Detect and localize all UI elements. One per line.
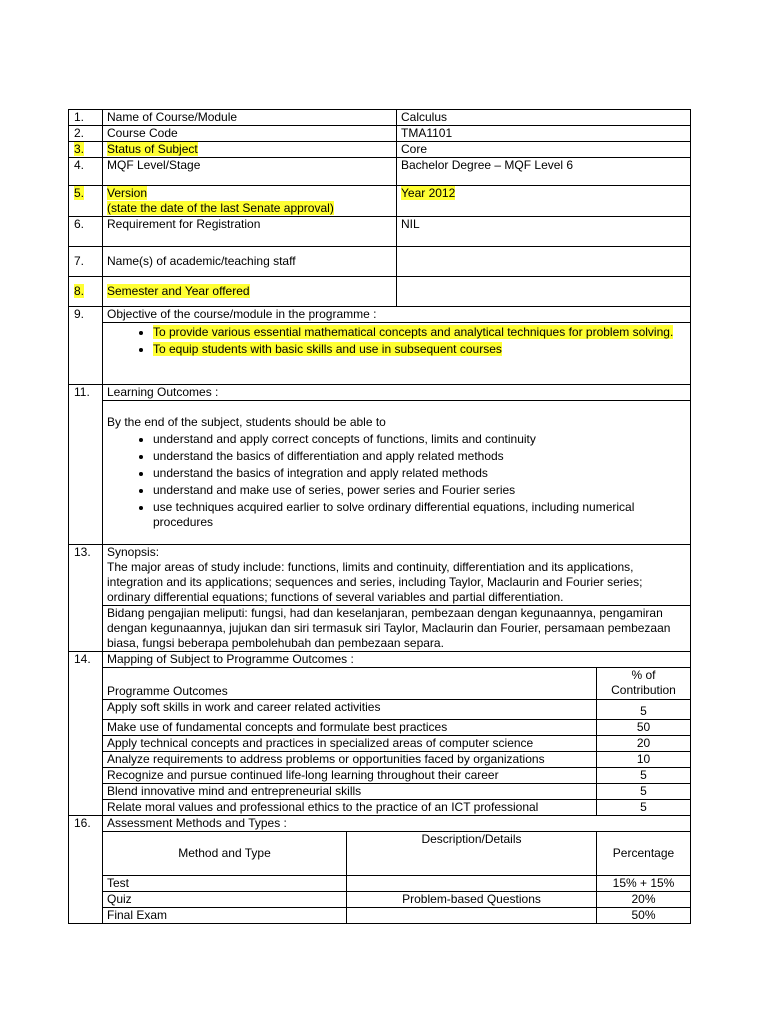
- list-item: • use techniques acquired earlier to solve ordinary differential equations, including numerical procedures: [153, 500, 686, 530]
- row-staff: [69, 247, 691, 277]
- list-item: • understand the basics of integration and apply related methods: [153, 466, 686, 481]
- synopsis-malay: Bidang pengajian meliputi: fungsi, had dan keselanjaran, pembezaan dengan kegunaannya, pengamiran dengan kegunaannya, jujukan dan siri termasuk siri Taylor, Maclaurin dan Fourier, persamaan pembezaan biasa, fungsi beberapa pembolehubah dan pembezaan separa.: [103, 606, 691, 652]
- row-requirement: [69, 217, 691, 247]
- learning-list: [107, 432, 686, 530]
- row-semester: [69, 277, 691, 307]
- column-header: % of Contribution: [597, 668, 691, 700]
- mapping-header-row: [69, 668, 691, 700]
- row-synopsis: [69, 545, 691, 606]
- field-label: Name of Course/Module: [103, 110, 397, 126]
- column-header: Programme Outcomes: [103, 668, 597, 700]
- objective-list: [107, 325, 686, 357]
- row-objective: [69, 307, 691, 323]
- row-course-code: [69, 126, 691, 142]
- list-item: • To equip students with basic skills and use in subsequent courses: [153, 342, 686, 357]
- row-number: 1.: [69, 110, 103, 126]
- row-version: [69, 186, 691, 217]
- row-number: 6.: [69, 217, 103, 247]
- row-number: 16.: [69, 816, 103, 924]
- table-row: Test 15% + 15%: [69, 876, 691, 892]
- row-mqf-level: [69, 158, 691, 186]
- row-number: 3.: [74, 142, 85, 156]
- table-row: Analyze requirements to address problems or opportunities faced by organizations 10: [69, 752, 691, 768]
- row-number: 2.: [69, 126, 103, 142]
- list-item: • understand and apply correct concepts of functions, limits and continuity: [153, 432, 686, 447]
- field-label: Requirement for Registration: [103, 217, 397, 247]
- field-label-note: (state the date of the last Senate approval): [107, 201, 334, 215]
- table-row: Relate moral values and professional ethics to the practice of an ICT professional 5: [69, 800, 691, 816]
- field-value: Core: [397, 142, 691, 158]
- field-value: NIL: [397, 217, 691, 247]
- column-header: Description/Details: [347, 832, 597, 876]
- row-number: 14.: [69, 652, 103, 816]
- field-label: Name(s) of academic/teaching staff: [103, 247, 397, 277]
- field-label: Version: [107, 186, 148, 200]
- section-heading: Assessment Methods and Types :: [103, 816, 691, 832]
- row-learning-outcomes: [69, 385, 691, 401]
- row-assessment: [69, 816, 691, 832]
- field-label: MQF Level/Stage: [103, 158, 397, 186]
- course-info-table: [68, 109, 691, 924]
- synopsis-english: The major areas of study include: functions, limits and continuity, differentiation and its applications, integration and its applications; sequences and series, including Taylor, Maclaurin and Fourier series; ordinary differential equations; functions of several variables and partial differentiation.: [107, 560, 643, 604]
- list-item: • understand the basics of differentiation and apply related methods: [153, 449, 686, 464]
- table-row: Apply soft skills in work and career related activities 5: [69, 700, 691, 720]
- table-row: Recognize and pursue continued life-long learning throughout their career 5: [69, 768, 691, 784]
- field-value: Bachelor Degree – MQF Level 6: [397, 158, 691, 186]
- assessment-header-row: [69, 832, 691, 876]
- row-status: [69, 142, 691, 158]
- row-number: 11.: [69, 385, 103, 401]
- row-objective-list: [69, 323, 691, 385]
- table-row: Make use of fundamental concepts and formulate best practices 50: [69, 720, 691, 736]
- row-synopsis-malay: [69, 606, 691, 652]
- field-value: Year 2012: [401, 186, 456, 200]
- field-value: [397, 277, 691, 307]
- section-heading: Mapping of Subject to Programme Outcomes :: [103, 652, 691, 668]
- field-label: Course Code: [103, 126, 397, 142]
- field-label: Semester and Year offered: [107, 284, 250, 298]
- field-label: Status of Subject: [107, 142, 198, 156]
- table-row: Apply technical concepts and practices in specialized areas of computer science 20: [69, 736, 691, 752]
- row-number: 4.: [69, 158, 103, 186]
- row-number: 8.: [74, 284, 85, 298]
- field-value: Calculus: [397, 110, 691, 126]
- table-row: Blend innovative mind and entrepreneurial skills 5: [69, 784, 691, 800]
- row-number: 5.: [74, 186, 85, 200]
- row-number: 13.: [69, 545, 103, 652]
- field-value: [397, 247, 691, 277]
- list-item: • understand and make use of series, power series and Fourier series: [153, 483, 686, 498]
- section-heading: Synopsis:: [107, 545, 160, 559]
- column-header: Method and Type: [103, 832, 347, 876]
- table-row: Final Exam 50%: [69, 908, 691, 924]
- row-number: 9.: [69, 307, 103, 323]
- row-course-name: [69, 110, 691, 126]
- learning-intro: By the end of the subject, students should be able to: [107, 415, 386, 429]
- row-number: 7.: [69, 247, 103, 277]
- column-header: Percentage: [597, 832, 691, 876]
- section-heading: Learning Outcomes :: [103, 385, 691, 401]
- field-value: TMA1101: [397, 126, 691, 142]
- row-learning-list: [69, 401, 691, 545]
- list-item: • To provide various essential mathematical concepts and analytical techniques for problem solving.: [153, 325, 686, 340]
- table-row: Quiz Problem-based Questions 20%: [69, 892, 691, 908]
- row-mapping: [69, 652, 691, 668]
- section-heading: Objective of the course/module in the programme :: [103, 307, 691, 323]
